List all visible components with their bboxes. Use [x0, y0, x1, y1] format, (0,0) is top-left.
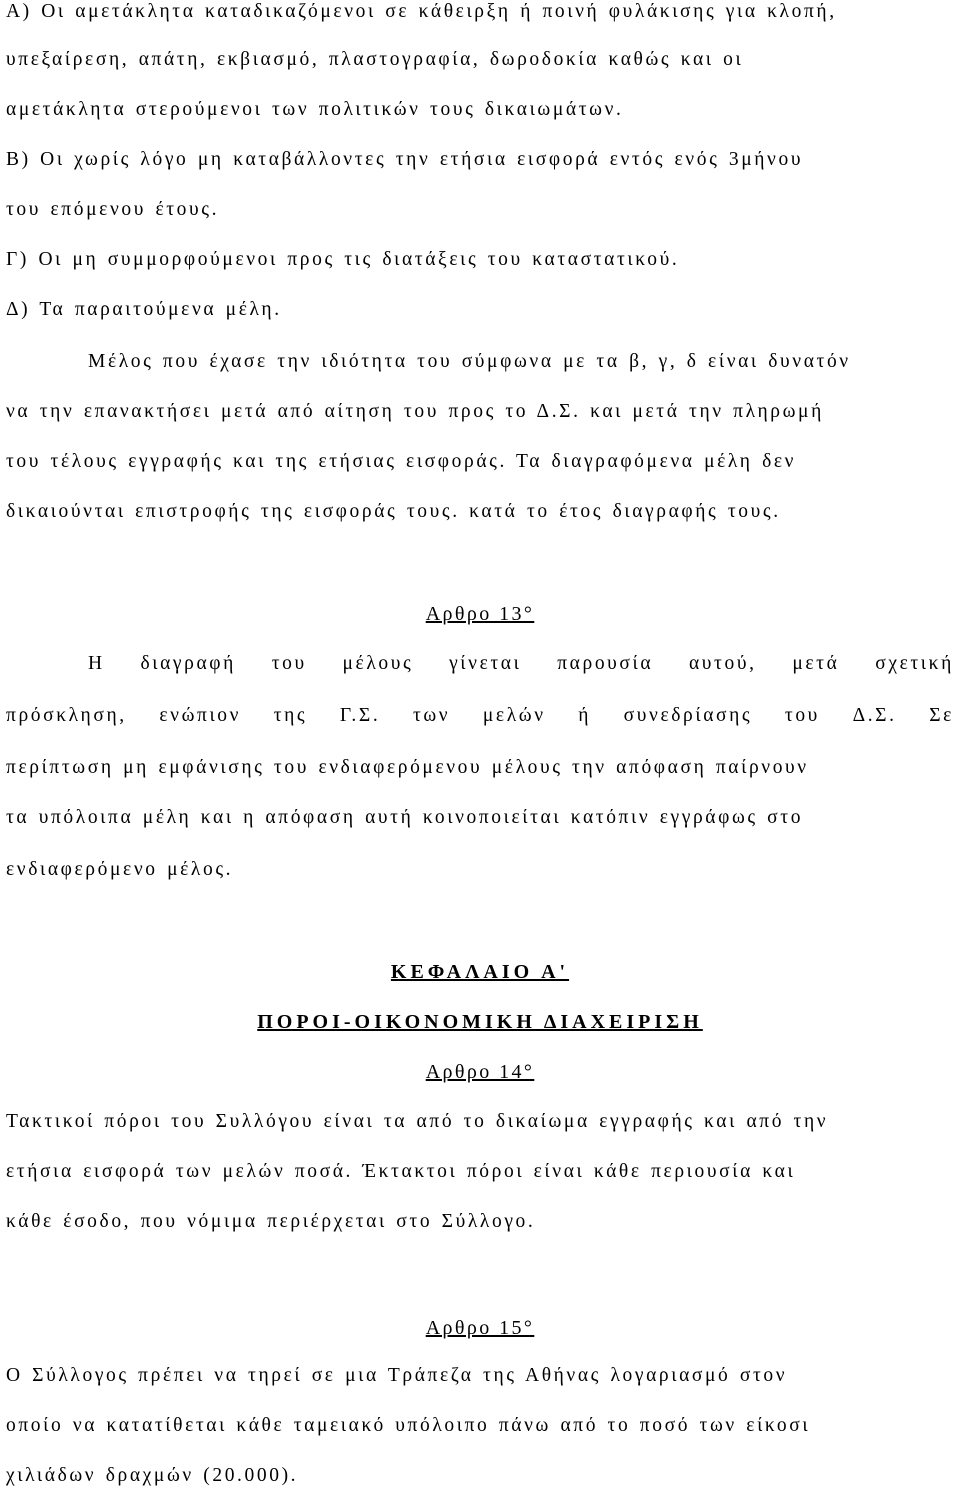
word: γίνεται: [449, 653, 522, 674]
paragraph-line: Τακτικοί πόροι του Συλλόγου είναι τα από το δικαίωμα εγγραφής και από την: [6, 1111, 829, 1132]
word: αυτού,: [688, 653, 757, 674]
article-13-title: Αρθρο 13°: [425, 603, 535, 625]
paragraph-line: Α) Οι αμετάκλητα καταδικαζόμενοι σε κάθειρξη ή ποινή φυλάκισης για κλοπή,: [6, 1, 837, 22]
paragraph-line: οποίο να κατατίθεται κάθε ταμειακό υπόλοιπο πάνω από το ποσό των είκοσι: [6, 1415, 811, 1436]
article-14-title: Αρθρο 14°: [425, 1061, 535, 1083]
chapter-subtitle: ΠΟΡΟΙ-ΟΙΚΟΝΟΜΙΚΗ ΔΙΑΧΕΙΡΙΣΗ: [257, 1011, 703, 1033]
paragraph-line: Μέλος που έχασε την ιδιότητα του σύμφωνα με τα β, γ, δ είναι δυνατόν: [88, 351, 851, 372]
paragraph-line: αμετάκλητα στερούμενοι των πολιτικών τους δικαιωμάτων.: [6, 99, 624, 120]
word: σχετική: [875, 653, 954, 674]
paragraph-line: χιλιάδων δραχμών (20.000).: [6, 1465, 299, 1486]
word: ή: [578, 705, 592, 726]
paragraph-line: του επόμενου έτους.: [6, 199, 220, 220]
paragraph-line: τα υπόλοιπα μέλη και η απόφαση αυτή κοινοποιείται κατόπιν εγγράφως στο: [6, 807, 804, 828]
paragraph-line: Ο Σύλλογος πρέπει να τηρεί σε μια Τράπεζα της Αθήνας λογαριασμό στον: [6, 1365, 788, 1386]
chapter-title: ΚΕΦΑΛΑΙΟ Α': [390, 961, 570, 983]
article-13-line-2: [6, 706, 954, 726]
word: Η: [88, 653, 105, 674]
word: Γ.Σ.: [339, 705, 381, 726]
paragraph-line: ενδιαφερόμενο μέλος.: [6, 859, 234, 880]
word: της: [273, 705, 308, 726]
article-13-line-1: [88, 654, 954, 674]
word: του: [784, 705, 820, 726]
word: μέλους: [342, 653, 414, 674]
paragraph-line: ετήσια εισφορά των μελών ποσά. Έκτακτοι πόροι είναι κάθε περιουσία και: [6, 1161, 796, 1182]
word: Δ.Σ.: [852, 705, 897, 726]
word: Σε: [929, 705, 954, 726]
word: πρόσκληση,: [6, 705, 127, 726]
paragraph-line: του τέλους εγγραφής και της ετήσιας εισφοράς. Τα διαγραφόμενα μέλη δεν: [6, 451, 797, 472]
word: συνεδρίασης: [623, 705, 753, 726]
paragraph-line: Β) Οι χωρίς λόγο μη καταβάλλοντες την ετήσια εισφορά εντός ενός 3μήνου: [6, 149, 804, 170]
paragraph-line: δικαιούνται επιστροφής της εισφοράς τους. κατά το έτος διαγραφής τους.: [6, 501, 781, 522]
word: διαγραφή: [140, 653, 236, 674]
paragraph-line: να την επανακτήσει μετά από αίτηση του προς το Δ.Σ. και μετά την πληρωμή: [6, 401, 824, 422]
article-15-title: Αρθρο 15°: [425, 1317, 535, 1339]
paragraph-line: Δ) Τα παραιτούμενα μέλη.: [6, 299, 282, 320]
paragraph-line: υπεξαίρεση, απάτη, εκβιασμό, πλαστογραφία, δωροδοκία καθώς και οι: [6, 49, 744, 70]
word: παρουσία: [557, 653, 654, 674]
word: των: [412, 705, 451, 726]
paragraph-line: περίπτωση μη εμφάνισης του ενδιαφερόμενου μέλους την απόφαση παίρνουν: [6, 757, 809, 778]
paragraph-line: κάθε έσοδο, που νόμιμα περιέρχεται στο Σύλλογο.: [6, 1211, 536, 1232]
word: ενώπιον: [159, 705, 242, 726]
word: του: [271, 653, 307, 674]
word: μετά: [792, 653, 840, 674]
word: μελών: [482, 705, 546, 726]
paragraph-line: Γ) Οι μη συμμορφούμενοι προς τις διατάξεις του καταστατικού.: [6, 249, 680, 270]
